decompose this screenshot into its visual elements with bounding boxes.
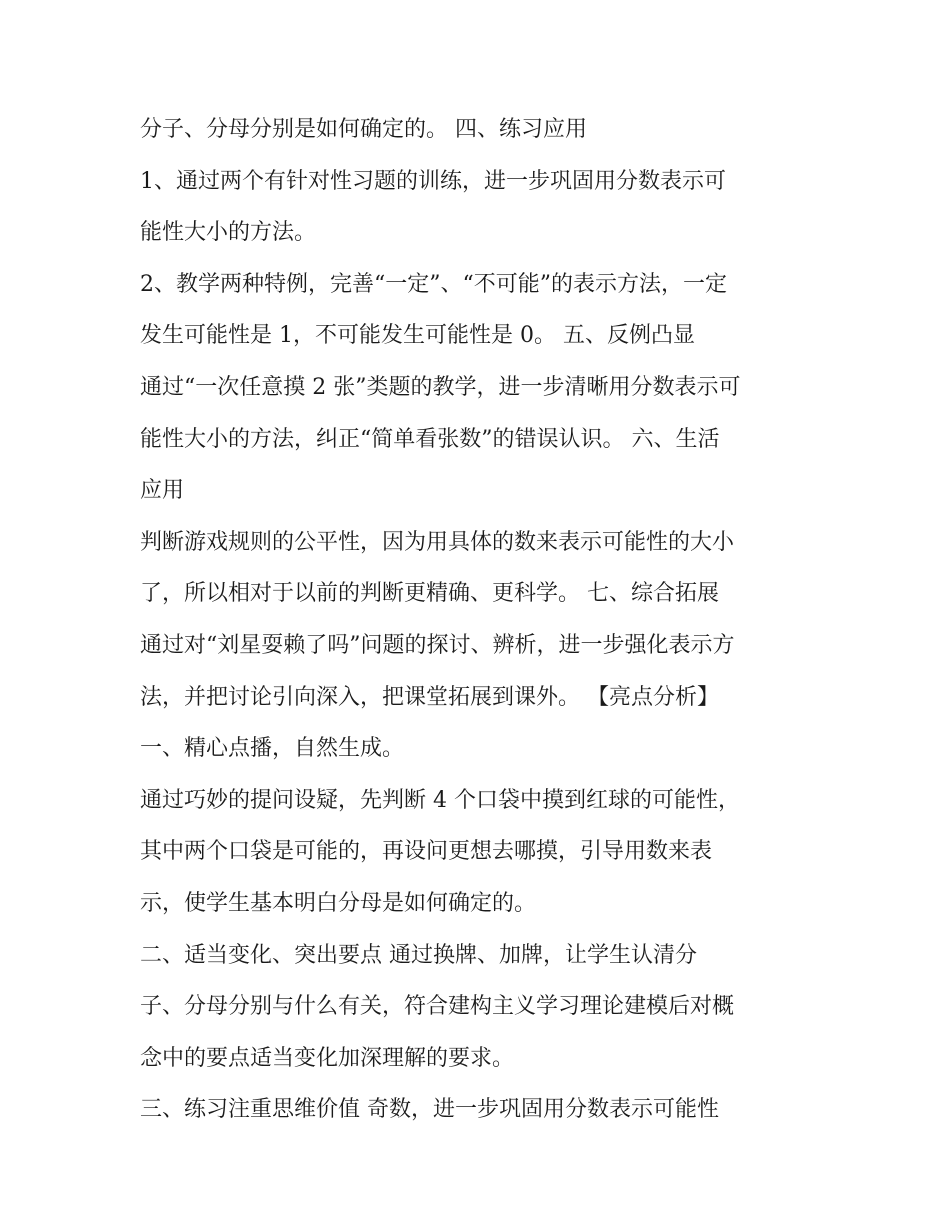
text-line: 二、适当变化、突出要点 通过换牌、加牌，让学生认清分 bbox=[140, 942, 697, 968]
text-line: 法，并把讨论引向深入，把课堂拓展到课外。 【亮点分析】 bbox=[140, 684, 719, 710]
text-line: 判断游戏规则的公平性，因为用具体的数来表示可能性的大小 bbox=[140, 529, 735, 555]
text-line: 2、教学两种特例，完善“一定”、“不可能”的表示方法，一定 bbox=[140, 271, 727, 297]
text-line: 通过巧妙的提问设疑，先判断 4 个口袋中摸到红球的可能性， bbox=[140, 787, 740, 813]
text-line: 一、精心点播，自然生成。 bbox=[140, 736, 405, 762]
text-line: 子、分母分别与什么有关，符合建构主义学习理论建模后对概 bbox=[140, 994, 735, 1020]
text-line: 分子、分母分别是如何确定的。 四、练习应用 bbox=[140, 117, 587, 142]
text-line: 1、通过两个有针对性习题的训练，进一步巩固用分数表示可 bbox=[140, 168, 726, 194]
document-body bbox=[140, 104, 830, 1136]
text-line: 应用 bbox=[140, 478, 185, 504]
text-line: 发生可能性是 1，不可能发生可能性是 0。 五、反例凸显 bbox=[140, 323, 695, 349]
text-line: 其中两个口袋是可能的，再设问更想去哪摸，引导用数来表 bbox=[140, 839, 713, 865]
text-line: 三、练习注重思维价值 奇数，进一步巩固用分数表示可能性 bbox=[140, 1097, 719, 1123]
text-line: 念中的要点适当变化加深理解的要求。 bbox=[140, 1045, 515, 1071]
text-line: 通过对“刘星耍赖了吗”问题的探讨、辨析，进一步强化表示方 bbox=[140, 632, 735, 658]
text-line: 示，使学生基本明白分母是如何确定的。 bbox=[140, 890, 537, 916]
text-line: 能性大小的方法，纠正“简单看张数”的错误认识。 六、生活 bbox=[140, 426, 720, 452]
text-line: 能性大小的方法。 bbox=[140, 220, 317, 246]
text-line: 了，所以相对于以前的判断更精确、更科学。 七、综合拓展 bbox=[140, 581, 719, 607]
text-line: 通过“一次任意摸 2 张”类题的教学，进一步清晰用分数表示可 bbox=[140, 374, 741, 400]
